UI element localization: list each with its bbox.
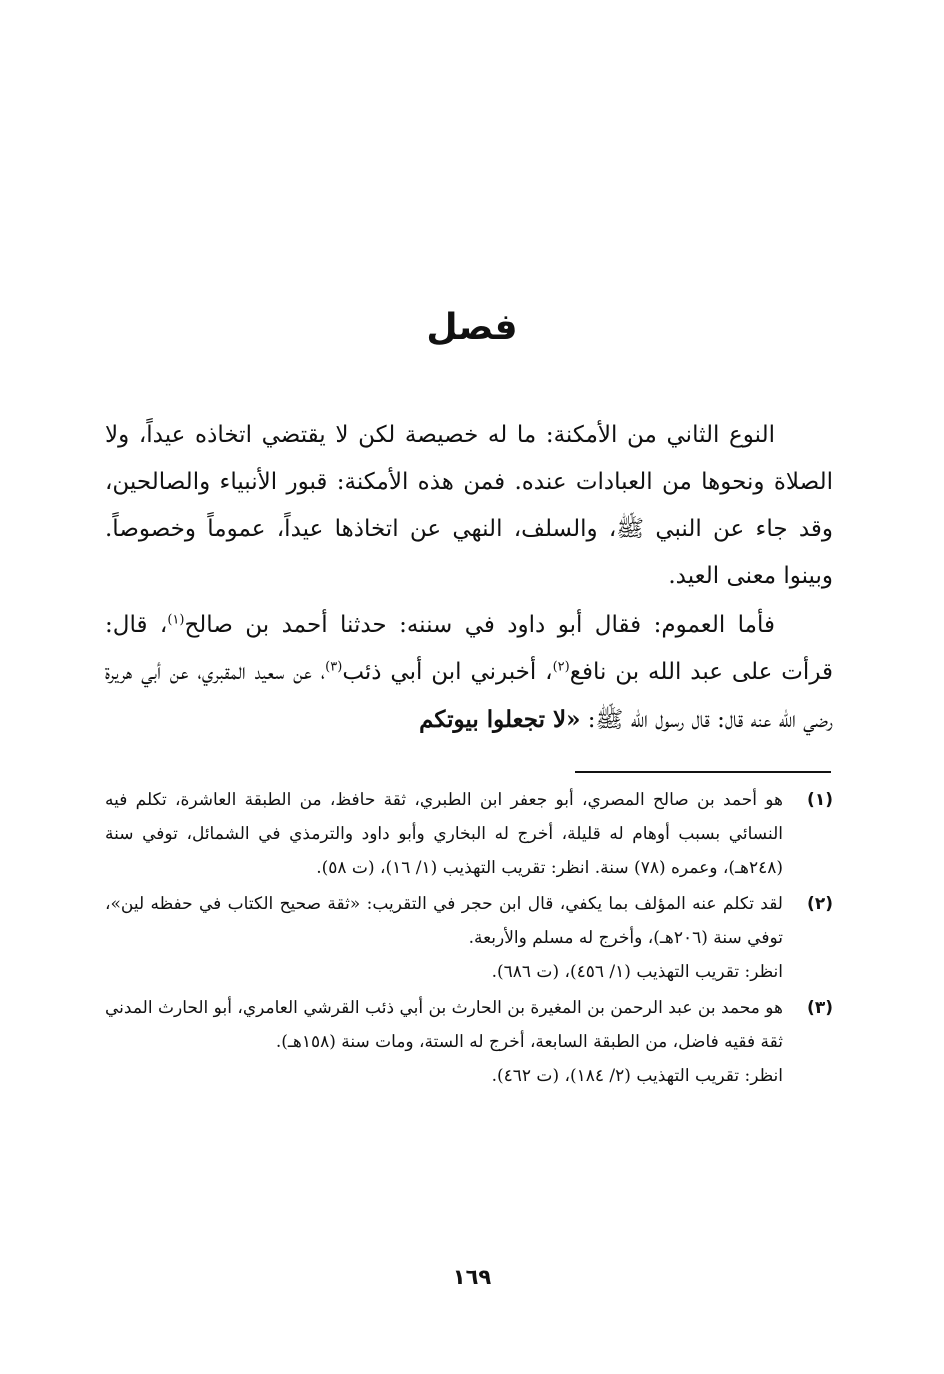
footnote-body <box>105 783 783 885</box>
footnote-body <box>105 991 783 1093</box>
page-number: ١٦٩ <box>452 1265 492 1289</box>
footnote-reference: انظر: تقريب التهذيب (٢/ ١٨٤)، (ت ٤٦٢). <box>491 1066 783 1086</box>
footnote-separator <box>575 771 831 773</box>
footnote-text: هو محمد بن عبد الرحمن بن المغيرة بن الحارث بن أبي ذئب القرشي العامري، أبو الحارث المدني ثقة فقيه فاضل، من الطبقة السابعة، أخرج له الستة، ومات سنة (١٥٨هـ). <box>105 998 783 1052</box>
footnote-number: (١) <box>807 790 833 810</box>
footnote-3 <box>105 991 833 1093</box>
footnote-body <box>105 887 783 989</box>
footnote-2 <box>105 887 833 989</box>
paragraph-2-part-c: ، أخبرني ابن أبي ذئب <box>342 659 553 685</box>
footnote-text: لقد تكلم عنه المؤلف بما يكفي، قال ابن حجر في التقريب: «ثقة صحيح الكتاب في حفظه لين»، توفي سنة (٢٠٦هـ)، وأخرج له مسلم والأربعة. <box>105 894 783 948</box>
footnote-ref-2: (٢) <box>552 659 570 675</box>
footnotes <box>105 783 833 1095</box>
paragraph-2-part-d: ، عن سعيد المقبري، عن أبي هريرة رضي الله عنه قال: قال رسول الله ﷺ: <box>105 659 833 733</box>
footnote-number: (٣) <box>807 998 833 1018</box>
hadith-quote: «لا تجعلوا بيوتكم <box>419 706 581 733</box>
footnote-reference: انظر: تقريب التهذيب (١/ ٤٥٦)، (ت ٦٨٦). <box>491 962 783 982</box>
footnote-number: (٢) <box>807 894 833 914</box>
paragraph-2-part-b: ، قال: قرأت على عبد الله بن نافع <box>105 612 833 685</box>
footnote-ref-3: (٣) <box>325 659 343 675</box>
chapter-title: فصل <box>426 307 518 348</box>
footnote-text: هو أحمد بن صالح المصري، أبو جعفر ابن الطبري، ثقة حافظ، من الطبقة العاشرة، تكلم فيه النسائي بسبب أوهام له قليلة، أخرج له البخاري وأبو داود والترمذي في الشمائل، توفي سنة (٢٤٨هـ)، وعمره (٧٨) سنة. انظر: تقريب التهذيب (١/ ١٦)، (ت ٥٨). <box>105 790 783 878</box>
paragraph-2 <box>105 602 833 744</box>
main-text <box>105 412 833 744</box>
footnote-ref-1: (١) <box>167 612 185 628</box>
paragraph-2-part-a: فأما العموم: فقال أبو داود في سننه: حدثنا أحمد بن صالح <box>184 612 775 638</box>
paragraph-1: النوع الثاني من الأمكنة: ما له خصيصة لكن لا يقتضي اتخاذه عيداً، ولا الصلاة ونحوها من العبادات عنده. فمن هذه الأمكنة: قبور الأنبياء والصالحين، وقد جاء عن النبي ﷺ، والسلف، النهي عن اتخاذها عيداً، عموماً وخصوصاً. وبينوا معنى العيد. <box>105 422 833 589</box>
footnote-1 <box>105 783 833 885</box>
